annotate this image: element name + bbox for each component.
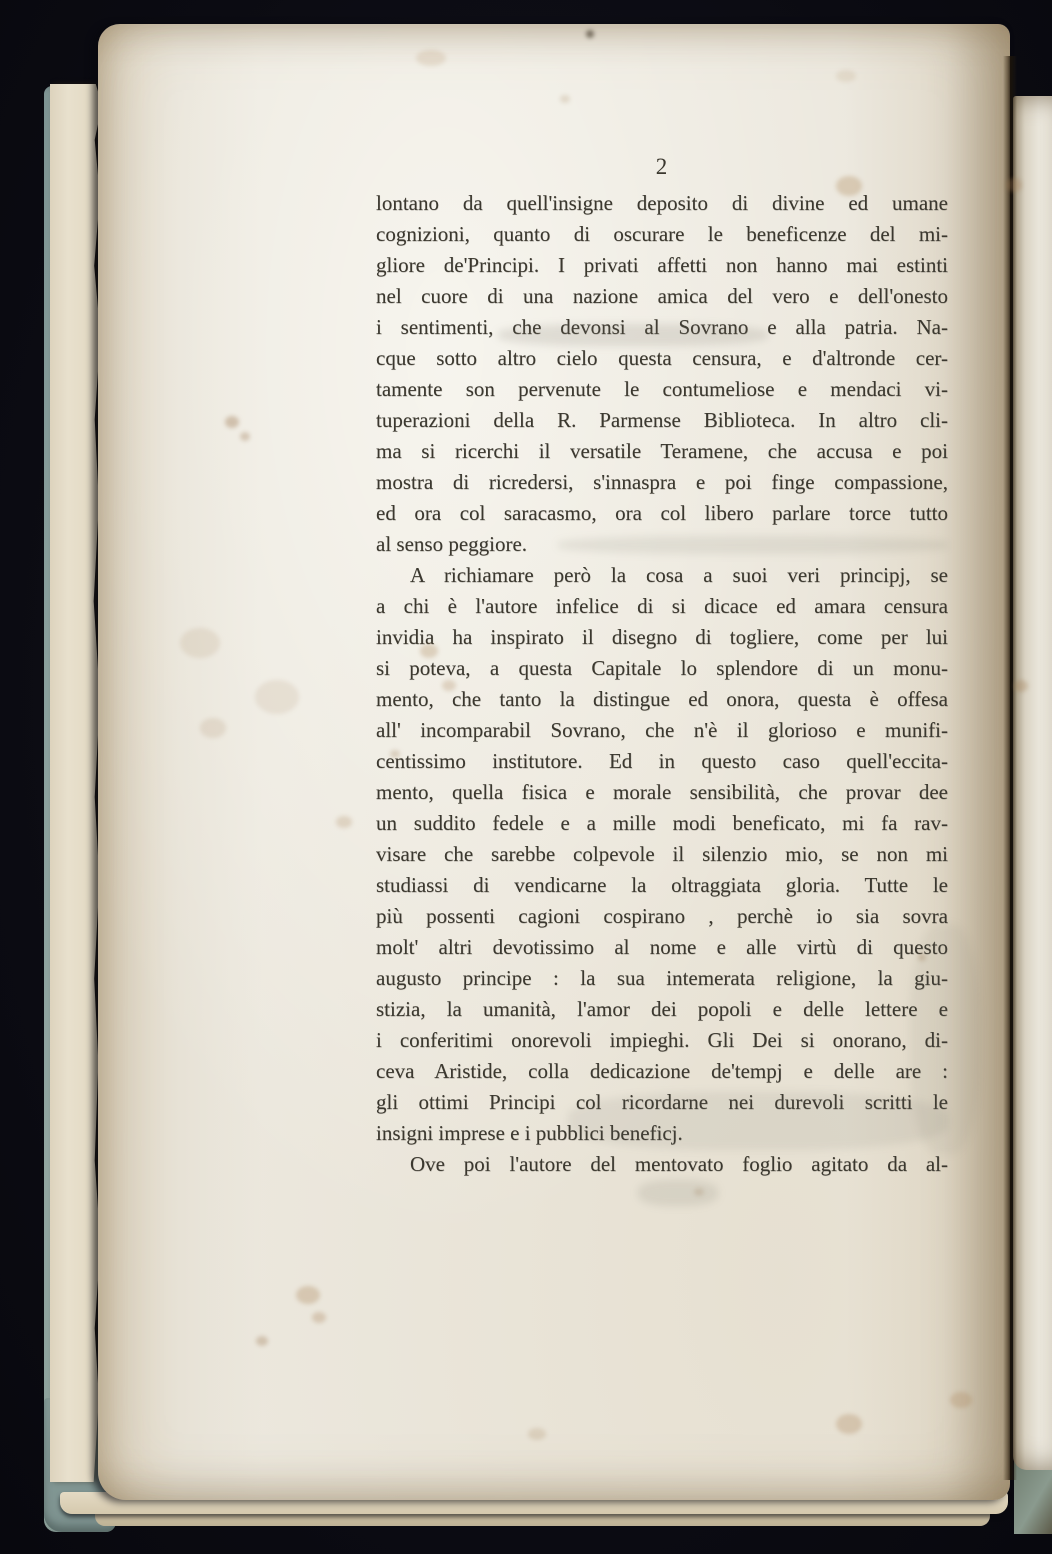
paragraph (376, 188, 948, 560)
paragraph (376, 1149, 948, 1180)
page-text (376, 188, 948, 1180)
text-line: tuperazioni della R. Parmense Biblioteca. In altro cli- (376, 408, 948, 432)
book-page (98, 24, 1010, 1500)
text-line: cque sotto altro cielo questa censura, e d'altronde cer- (376, 346, 948, 370)
text-line: ed ora col saracasmo, ora col libero parlare torce tutto (376, 501, 948, 525)
paragraph (376, 560, 948, 1149)
text-line: ceva Aristide, colla dedicazione de'tempj e delle are : (376, 1059, 948, 1083)
text-line: invidia ha inspirato il disegno di togliere, come per lui (376, 625, 948, 649)
torn-leaf-edge (50, 84, 102, 1482)
text-line: mento, quella fisica e morale sensibilità, che provar dee (376, 780, 948, 804)
text-line: A richiamare però la cosa a suoi veri principj, se (410, 563, 948, 587)
text-line: un suddito fedele e a mille modi beneficato, mi fa rav- (376, 811, 948, 835)
text-line: i conferitimi onorevoli impieghi. Gli Dei si onorano, di- (376, 1028, 948, 1052)
text-line: insigni imprese e i pubblici beneficj. (376, 1121, 683, 1145)
text-line: tamente son pervenute le contumeliose e mendaci vi- (376, 377, 948, 401)
text-line: all' incomparabil Sovrano, che n'è il glorioso e munifi- (376, 718, 948, 742)
text-line: ma si ricerchi il versatile Teramene, che accusa e poi (376, 439, 948, 463)
text-line: i sentimenti, che devonsi al Sovrano e alla patria. Na- (376, 315, 948, 339)
text-line: Ove poi l'autore del mentovato foglio agitato da al- (410, 1152, 948, 1176)
text-line: al senso peggiore. (376, 532, 528, 556)
text-line: mostra di ricredersi, s'innaspra e poi finge compassione, (376, 470, 948, 494)
text-line: stizia, la umanità, l'amor dei popoli e delle lettere e (376, 997, 948, 1021)
text-line: più possenti cagioni cospirano , perchè io sia sovra (376, 904, 948, 928)
adjacent-page-edge (1013, 96, 1052, 1470)
text-line: centissimo institutore. Ed in questo caso quell'eccita- (376, 749, 948, 773)
text-line: gliore de'Principi. I privati affetti non hanno mai estinti (376, 253, 948, 277)
text-line: visare che sarebbe colpevole il silenzio mio, se non mi (376, 842, 948, 866)
binding-gutter (1003, 56, 1017, 1480)
show-through-mark (638, 1180, 718, 1206)
text-line: molt' altri devotissimo al nome e alle virtù di questo (376, 935, 948, 959)
text-line: augusto principe : la sua intemerata religione, la giu- (376, 966, 948, 990)
text-line: lontano da quell'insigne deposito di divine ed umane (376, 191, 948, 215)
text-line: gli ottimi Principi col ricordarne nei durevoli scritti le (376, 1090, 948, 1114)
text-line: cognizioni, quanto di oscurare le beneficenze del mi- (376, 222, 948, 246)
text-line: nel cuore di una nazione amica del vero e dell'onesto (376, 284, 948, 308)
text-line: a chi è l'autore infelice di si dicace ed amara censura (376, 594, 948, 618)
text-line: mento, che tanto la distingue ed onora, questa è offesa (376, 687, 948, 711)
text-line: studiassi di vendicarne la oltraggiata gloria. Tutte le (376, 873, 948, 897)
page-number: 2 (655, 154, 669, 179)
text-line: si poteva, a questa Capitale lo splendore di un monu- (376, 656, 948, 680)
